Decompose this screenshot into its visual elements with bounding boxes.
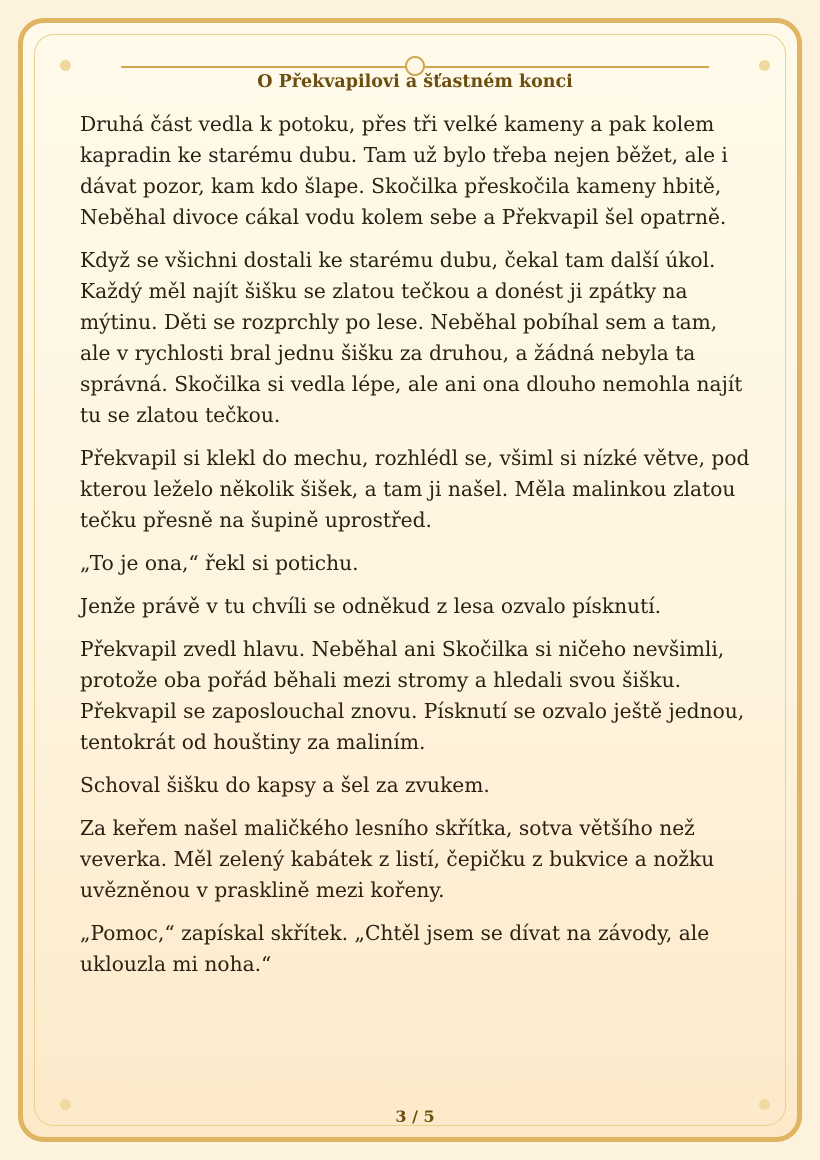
paragraph: „To je ona,“ řekl si potichu.	[80, 551, 359, 575]
paragraph: Když se všichni dostali ke starému dubu, čekal tam další úkol. Každý měl najít šišku se zlatou tečkou a donést ji zpátky na mýtinu. Děti se rozprchly po lese. Neběhal pobíhal sem a tam, ale v rychlosti bral jednu šišku za druhou, a žádná nebyla ta správná. Skočilka si vedla lépe, ale ani ona dlouho nemohla najít tu se zlatou tečkou.	[80, 248, 743, 427]
paragraph: Schoval šišku do kapsy a šel za zvukem.	[80, 773, 490, 797]
page-number: 3 / 5	[395, 1107, 435, 1126]
paragraph: Druhá část vedla k potoku, přes tři velké kameny a pak kolem kapradin ke starému dubu. Tam už bylo třeba nejen běžet, ale i dávat pozor, kam kdo šlape. Skočilka přeskočila kameny hbitě, Neběhal divoce cákal vodu kolem sebe a Překvapil šel opatrně.	[80, 112, 728, 229]
chapter-title: O Překvapilovi a šťastném konci	[257, 72, 573, 92]
story-text	[80, 109, 752, 992]
paragraph: Překvapil zvedl hlavu. Neběhal ani Skočilka si ničeho nevšimli, protože oba pořád běhali mezi stromy a hledali svou šišku. Překvapil se zaposlouchal znovu. Písknutí se ozvalo ještě jednou, tentokrát od houštiny za maliním.	[80, 637, 745, 754]
paragraph: Za keřem našel maličkého lesního skřítka, sotva většího než veverka. Měl zelený kabátek z listí, čepičku z bukvice a nožku uvězněnou v prasklině mezi kořeny.	[80, 816, 715, 902]
paragraph: Překvapil si klekl do mechu, rozhlédl se, všiml si nízké větve, pod kterou leželo několik šišek, a tam ji našel. Měla malinkou zlatou tečku přesně na šupině uprostřed.	[80, 446, 750, 532]
book-page	[18, 18, 802, 1142]
corner-ornament-top-left	[60, 60, 71, 71]
paragraph: Jenže právě v tu chvíli se odněkud z lesa ozvalo písknutí.	[80, 594, 662, 618]
corner-ornament-top-right	[759, 60, 770, 71]
paragraph: „Pomoc,“ zapískal skřítek. „Chtěl jsem se dívat na závody, ale uklouzla mi noha.“	[80, 921, 710, 976]
